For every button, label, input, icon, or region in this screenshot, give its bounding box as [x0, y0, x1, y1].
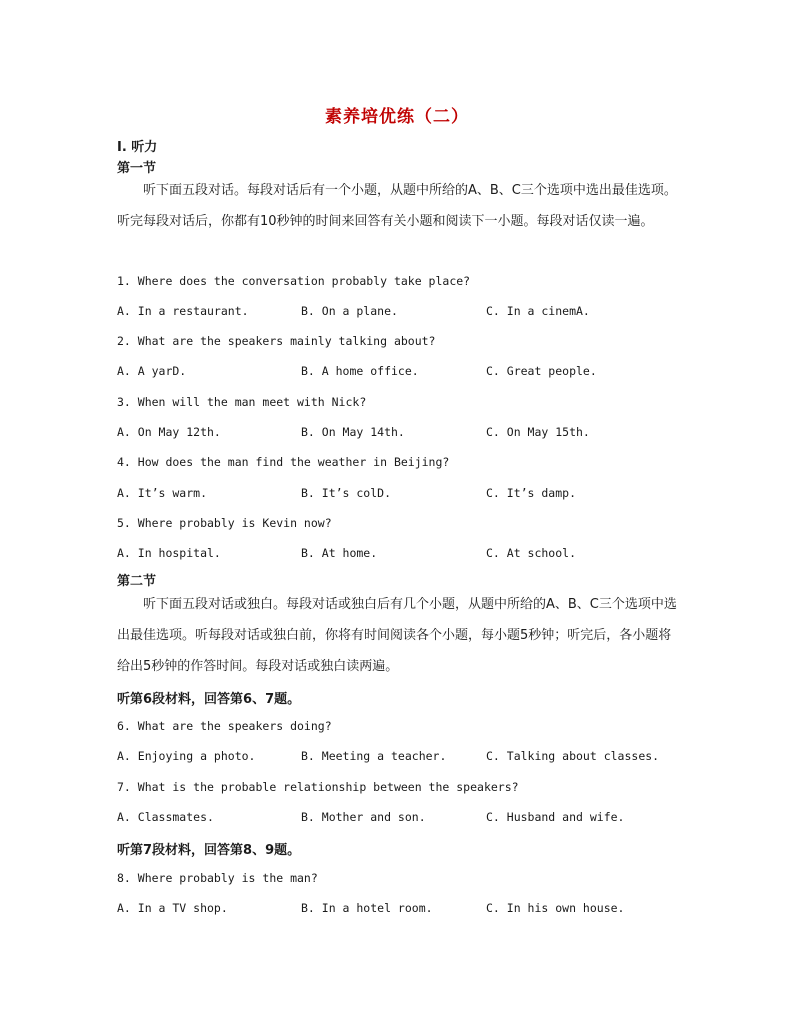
question-5: 5. Where probably is Kevin now?: [117, 516, 332, 530]
option-a: A. Classmates.: [117, 810, 214, 824]
part-heading: Ⅰ. 听力: [117, 140, 158, 155]
option-c: C. In his own house.: [486, 901, 625, 915]
option-a: A. In a TV shop.: [117, 901, 228, 915]
option-a: A. In a restaurant.: [117, 304, 249, 318]
material-6-heading: 听第6段材料，回答第6、7题。: [117, 692, 301, 707]
option-b: B. At home.: [301, 546, 378, 560]
option-c: C. At school.: [486, 546, 577, 560]
option-a: A. In hospital.: [117, 546, 221, 560]
question-4: 4. How does the man find the weather in Beijing?: [117, 455, 450, 469]
option-c: C. It’s damp.: [486, 486, 577, 500]
option-a: A. A yarD.: [117, 364, 187, 378]
question-8: 8. Where probably is the man?: [117, 871, 318, 885]
question-1: 1. Where does the conversation probably take place?: [117, 274, 471, 288]
question-2: 2. What are the speakers mainly talking about?: [117, 334, 436, 348]
question-3: 3. When will the man meet with Nick?: [117, 395, 367, 409]
section2-heading: 第二节: [117, 574, 157, 589]
option-b: B. A home office.: [301, 364, 419, 378]
page-title: 素养培优练（二）: [325, 107, 469, 127]
option-c: C. In a cinemA.: [486, 304, 590, 318]
option-a: A. It’s warm.: [117, 486, 208, 500]
option-b: B. On May 14th.: [301, 425, 405, 439]
option-b: B. Meeting a teacher.: [301, 749, 447, 763]
option-c: C. Talking about classes.: [486, 749, 660, 763]
question-6: 6. What are the speakers doing?: [117, 719, 332, 733]
material-7-heading: 听第7段材料，回答第8、9题。: [117, 843, 301, 858]
option-b: B. In a hotel room.: [301, 901, 433, 915]
section2-instructions: 听下面五段对话或独白。每段对话或独白后有几个小题，从题中所给的A、B、C三个选项中选出最佳选项。听每段对话或独白前，你将有时间阅读各个小题，每小题5秒钟；听完后，各小题将给出5秒钟的作答时间。每段对话或独白读两遍。: [117, 597, 677, 674]
option-b: B. It’s colD.: [301, 486, 392, 500]
question-7: 7. What is the probable relationship between the speakers?: [117, 780, 519, 794]
section1-instructions: 听下面五段对话。每段对话后有一个小题，从题中所给的A、B、C三个选项中选出最佳选项。听完每段对话后，你都有10秒钟的时间来回答有关小题和阅读下一小题。每段对话仅读一遍。: [117, 183, 677, 229]
option-b: B. Mother and son.: [301, 810, 426, 824]
section1-heading: 第一节: [117, 161, 157, 176]
option-b: B. On a plane.: [301, 304, 398, 318]
option-c: C. On May 15th.: [486, 425, 590, 439]
option-a: A. On May 12th.: [117, 425, 221, 439]
option-a: A. Enjoying a photo.: [117, 749, 256, 763]
option-c: C. Great people.: [486, 364, 597, 378]
option-c: C. Husband and wife.: [486, 810, 625, 824]
